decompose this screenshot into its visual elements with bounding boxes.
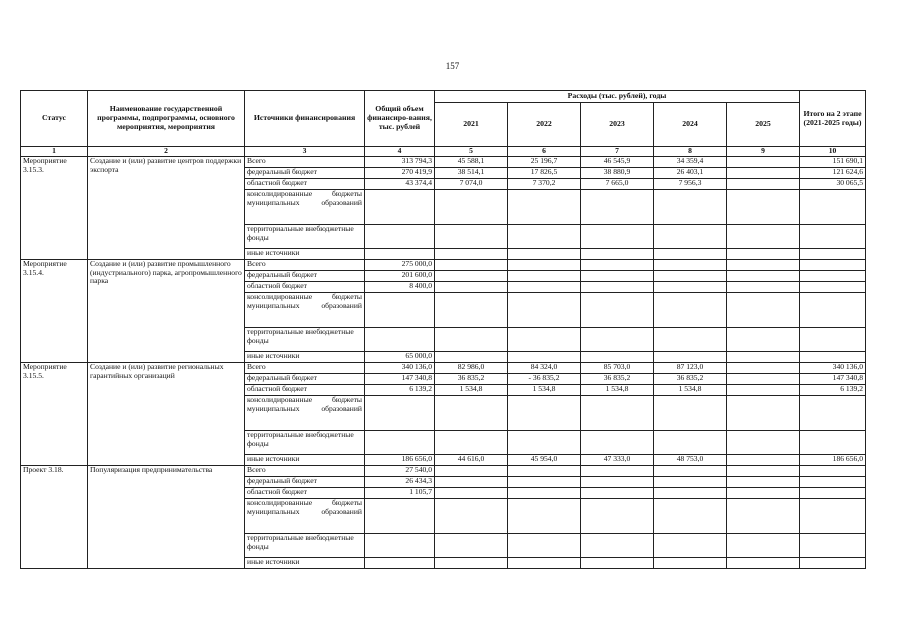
stage-total-cell — [800, 396, 866, 431]
year-2021-cell — [435, 190, 508, 225]
total-cell: 147 340,8 — [365, 374, 435, 385]
total-cell: 65 000,0 — [365, 352, 435, 363]
year-2021-cell — [435, 260, 508, 271]
total-cell — [365, 431, 435, 455]
stage-total-cell — [800, 534, 866, 558]
stage-total-cell — [800, 352, 866, 363]
source-cell: Всего — [245, 260, 365, 271]
year-2021-cell: 38 514,1 — [435, 168, 508, 179]
year-2022-cell — [508, 282, 581, 293]
year-2022-cell — [508, 352, 581, 363]
year-2024-cell: 7 956,3 — [654, 179, 727, 190]
total-cell: 186 656,0 — [365, 455, 435, 466]
year-2023-cell: 38 880,9 — [581, 168, 654, 179]
source-cell: консолидированные бюджеты муниципальных образований — [245, 190, 365, 225]
year-2022-cell — [508, 466, 581, 477]
column-number: 9 — [727, 147, 800, 157]
source-cell: областной бюджет — [245, 282, 365, 293]
year-2025-cell — [727, 431, 800, 455]
header-year: 2022 — [508, 103, 581, 147]
source-cell: иные источники — [245, 558, 365, 569]
year-2022-cell — [508, 293, 581, 328]
year-2024-cell — [654, 352, 727, 363]
year-2023-cell: 85 703,0 — [581, 363, 654, 374]
header-expenses: Расходы (тыс. рублей), годы — [435, 91, 800, 103]
year-2025-cell — [727, 396, 800, 431]
financing-table — [20, 90, 866, 569]
source-cell: федеральный бюджет — [245, 271, 365, 282]
status-cell: Мероприятие 3.15.4. — [21, 260, 88, 363]
year-2021-cell — [435, 271, 508, 282]
stage-total-cell — [800, 225, 866, 249]
year-2022-cell: 25 196,7 — [508, 157, 581, 168]
stage-total-cell — [800, 466, 866, 477]
year-2024-cell — [654, 190, 727, 225]
column-number: 7 — [581, 147, 654, 157]
source-cell: территориальные внебюджетные фонды — [245, 225, 365, 249]
year-2021-cell — [435, 499, 508, 534]
total-cell — [365, 534, 435, 558]
source-cell: консолидированные бюджеты муниципальных образований — [245, 293, 365, 328]
stage-total-cell — [800, 271, 866, 282]
status-cell: Проект 3.18. — [21, 466, 88, 569]
year-2021-cell — [435, 249, 508, 260]
header-year: 2025 — [727, 103, 800, 147]
stage-total-cell — [800, 249, 866, 260]
status-cell: Мероприятие 3.15.3. — [21, 157, 88, 260]
year-2022-cell — [508, 431, 581, 455]
year-2024-cell: 26 403,1 — [654, 168, 727, 179]
year-2025-cell — [727, 190, 800, 225]
year-2025-cell — [727, 499, 800, 534]
column-number: 6 — [508, 147, 581, 157]
total-cell — [365, 396, 435, 431]
year-2025-cell — [727, 179, 800, 190]
year-2025-cell — [727, 466, 800, 477]
year-2022-cell: 45 954,0 — [508, 455, 581, 466]
stage-total-cell — [800, 558, 866, 569]
year-2021-cell: 36 835,2 — [435, 374, 508, 385]
year-2024-cell — [654, 282, 727, 293]
year-2025-cell — [727, 157, 800, 168]
column-number: 1 — [21, 147, 88, 157]
stage-total-cell — [800, 499, 866, 534]
total-cell: 340 136,0 — [365, 363, 435, 374]
year-2024-cell — [654, 499, 727, 534]
year-2021-cell: 1 534,8 — [435, 385, 508, 396]
year-2023-cell — [581, 249, 654, 260]
header-stage-total: Итого на 2 этапе (2021-2025 годы) — [800, 91, 866, 147]
source-cell: областной бюджет — [245, 488, 365, 499]
total-cell — [365, 249, 435, 260]
header-name: Наименование государственной программы, подпрограммы, основного мероприятия, мероприятия — [88, 91, 245, 147]
year-2025-cell — [727, 477, 800, 488]
status-cell: Мероприятие 3.15.5. — [21, 363, 88, 466]
year-2021-cell — [435, 488, 508, 499]
year-2024-cell: 1 534,8 — [654, 385, 727, 396]
year-2023-cell — [581, 488, 654, 499]
column-number: 2 — [88, 147, 245, 157]
item-name-cell: Создание и (или) развитие региональных гарантийных организаций — [88, 363, 245, 466]
year-2024-cell — [654, 396, 727, 431]
year-2023-cell — [581, 328, 654, 352]
year-2023-cell — [581, 396, 654, 431]
year-2022-cell — [508, 271, 581, 282]
year-2023-cell — [581, 558, 654, 569]
total-cell: 43 374,4 — [365, 179, 435, 190]
year-2024-cell — [654, 477, 727, 488]
year-2022-cell: 1 534,8 — [508, 385, 581, 396]
year-2021-cell — [435, 534, 508, 558]
year-2024-cell: 36 835,2 — [654, 374, 727, 385]
year-2022-cell: 84 324,0 — [508, 363, 581, 374]
source-cell: территориальные внебюджетные фонды — [245, 534, 365, 558]
year-2025-cell — [727, 455, 800, 466]
total-cell — [365, 293, 435, 328]
source-cell: федеральный бюджет — [245, 374, 365, 385]
table-body — [21, 147, 866, 569]
year-2023-cell — [581, 271, 654, 282]
source-cell: иные источники — [245, 352, 365, 363]
year-2022-cell — [508, 558, 581, 569]
year-2022-cell — [508, 249, 581, 260]
total-cell — [365, 558, 435, 569]
stage-total-cell: 151 690,1 — [800, 157, 866, 168]
table-row — [21, 363, 866, 374]
year-2024-cell — [654, 225, 727, 249]
total-cell: 201 600,0 — [365, 271, 435, 282]
year-2025-cell — [727, 225, 800, 249]
source-cell: областной бюджет — [245, 179, 365, 190]
year-2023-cell: 47 333,0 — [581, 455, 654, 466]
source-cell: Всего — [245, 363, 365, 374]
total-cell — [365, 190, 435, 225]
year-2021-cell — [435, 352, 508, 363]
year-2024-cell — [654, 534, 727, 558]
column-number: 4 — [365, 147, 435, 157]
year-2025-cell — [727, 488, 800, 499]
total-cell: 313 794,3 — [365, 157, 435, 168]
year-2023-cell — [581, 293, 654, 328]
year-2024-cell — [654, 488, 727, 499]
stage-total-cell: 6 139,2 — [800, 385, 866, 396]
year-2024-cell — [654, 431, 727, 455]
stage-total-cell — [800, 190, 866, 225]
source-cell: федеральный бюджет — [245, 168, 365, 179]
year-2021-cell — [435, 293, 508, 328]
year-2024-cell — [654, 293, 727, 328]
total-cell: 26 434,3 — [365, 477, 435, 488]
header-year: 2023 — [581, 103, 654, 147]
column-numbers-row — [21, 147, 866, 157]
header-sources: Источники финансирования — [245, 91, 365, 147]
year-2023-cell: 7 665,0 — [581, 179, 654, 190]
year-2022-cell: 7 370,2 — [508, 179, 581, 190]
year-2024-cell — [654, 466, 727, 477]
stage-total-cell: 186 656,0 — [800, 455, 866, 466]
total-cell — [365, 225, 435, 249]
year-2025-cell — [727, 385, 800, 396]
year-2024-cell — [654, 260, 727, 271]
stage-total-cell: 30 065,5 — [800, 179, 866, 190]
source-cell: областной бюджет — [245, 385, 365, 396]
source-cell: территориальные внебюджетные фонды — [245, 328, 365, 352]
column-number: 8 — [654, 147, 727, 157]
source-cell: федеральный бюджет — [245, 477, 365, 488]
table-header — [21, 91, 866, 147]
year-2024-cell: 48 753,0 — [654, 455, 727, 466]
table-row — [21, 466, 866, 477]
table-row — [21, 157, 866, 168]
year-2023-cell — [581, 499, 654, 534]
stage-total-cell: 340 136,0 — [800, 363, 866, 374]
year-2023-cell — [581, 190, 654, 225]
stage-total-cell — [800, 477, 866, 488]
year-2023-cell — [581, 534, 654, 558]
year-2021-cell — [435, 431, 508, 455]
total-cell — [365, 328, 435, 352]
stage-total-cell — [800, 488, 866, 499]
year-2025-cell — [727, 293, 800, 328]
year-2021-cell — [435, 282, 508, 293]
year-2023-cell: 1 534,8 — [581, 385, 654, 396]
year-2025-cell — [727, 363, 800, 374]
year-2025-cell — [727, 249, 800, 260]
year-2022-cell — [508, 190, 581, 225]
column-number: 3 — [245, 147, 365, 157]
year-2024-cell: 87 123,0 — [654, 363, 727, 374]
stage-total-cell: 147 340,8 — [800, 374, 866, 385]
table-row — [21, 260, 866, 271]
stage-total-cell — [800, 260, 866, 271]
year-2023-cell — [581, 225, 654, 249]
year-2025-cell — [727, 328, 800, 352]
source-cell: Всего — [245, 466, 365, 477]
total-cell: 27 540,0 — [365, 466, 435, 477]
year-2024-cell — [654, 328, 727, 352]
year-2023-cell: 46 545,9 — [581, 157, 654, 168]
stage-total-cell — [800, 293, 866, 328]
source-cell: территориальные внебюджетные фонды — [245, 431, 365, 455]
year-2025-cell — [727, 374, 800, 385]
year-2022-cell — [508, 396, 581, 431]
year-2021-cell — [435, 466, 508, 477]
source-cell: консолидированные бюджеты муниципальных образований — [245, 499, 365, 534]
year-2021-cell — [435, 558, 508, 569]
header-status: Статус — [21, 91, 88, 147]
source-cell: иные источники — [245, 249, 365, 260]
year-2023-cell — [581, 260, 654, 271]
stage-total-cell — [800, 431, 866, 455]
source-cell: консолидированные бюджеты муниципальных образований — [245, 396, 365, 431]
year-2021-cell — [435, 225, 508, 249]
year-2022-cell — [508, 260, 581, 271]
year-2025-cell — [727, 352, 800, 363]
page-number: 157 — [445, 61, 460, 71]
header-total: Общий объем финансиро-вания, тыс. рублей — [365, 91, 435, 147]
year-2021-cell: 44 616,0 — [435, 455, 508, 466]
year-2022-cell: - 36 835,2 — [508, 374, 581, 385]
total-cell: 275 000,0 — [365, 260, 435, 271]
source-cell: иные источники — [245, 455, 365, 466]
stage-total-cell: 121 624,6 — [800, 168, 866, 179]
year-2022-cell — [508, 477, 581, 488]
year-2023-cell — [581, 282, 654, 293]
year-2021-cell — [435, 396, 508, 431]
year-2024-cell — [654, 249, 727, 260]
year-2022-cell — [508, 488, 581, 499]
year-2024-cell — [654, 271, 727, 282]
column-number: 5 — [435, 147, 508, 157]
total-cell: 8 400,0 — [365, 282, 435, 293]
total-cell: 270 419,9 — [365, 168, 435, 179]
year-2025-cell — [727, 558, 800, 569]
item-name-cell: Создание и (или) развитие промышленного (индустриального) парка, агропромышленного парка — [88, 260, 245, 363]
year-2023-cell — [581, 431, 654, 455]
year-2025-cell — [727, 271, 800, 282]
total-cell: 6 139,2 — [365, 385, 435, 396]
header-year: 2024 — [654, 103, 727, 147]
total-cell: 1 105,7 — [365, 488, 435, 499]
total-cell — [365, 499, 435, 534]
year-2023-cell — [581, 352, 654, 363]
year-2023-cell — [581, 477, 654, 488]
source-cell: Всего — [245, 157, 365, 168]
year-2023-cell: 36 835,2 — [581, 374, 654, 385]
stage-total-cell — [800, 282, 866, 293]
year-2023-cell — [581, 466, 654, 477]
year-2025-cell — [727, 260, 800, 271]
header-year: 2021 — [435, 103, 508, 147]
year-2025-cell — [727, 534, 800, 558]
column-number: 10 — [800, 147, 866, 157]
year-2025-cell — [727, 282, 800, 293]
stage-total-cell — [800, 328, 866, 352]
year-2021-cell: 7 074,0 — [435, 179, 508, 190]
year-2024-cell: 34 359,4 — [654, 157, 727, 168]
year-2022-cell — [508, 328, 581, 352]
year-2022-cell — [508, 225, 581, 249]
year-2022-cell — [508, 499, 581, 534]
year-2021-cell — [435, 328, 508, 352]
year-2024-cell — [654, 558, 727, 569]
year-2022-cell: 17 826,5 — [508, 168, 581, 179]
year-2021-cell — [435, 477, 508, 488]
item-name-cell: Популяризация предпринимательства — [88, 466, 245, 569]
year-2021-cell: 45 588,1 — [435, 157, 508, 168]
year-2021-cell: 82 986,0 — [435, 363, 508, 374]
item-name-cell: Создание и (или) развитие центров поддержки экспорта — [88, 157, 245, 260]
year-2025-cell — [727, 168, 800, 179]
year-2022-cell — [508, 534, 581, 558]
